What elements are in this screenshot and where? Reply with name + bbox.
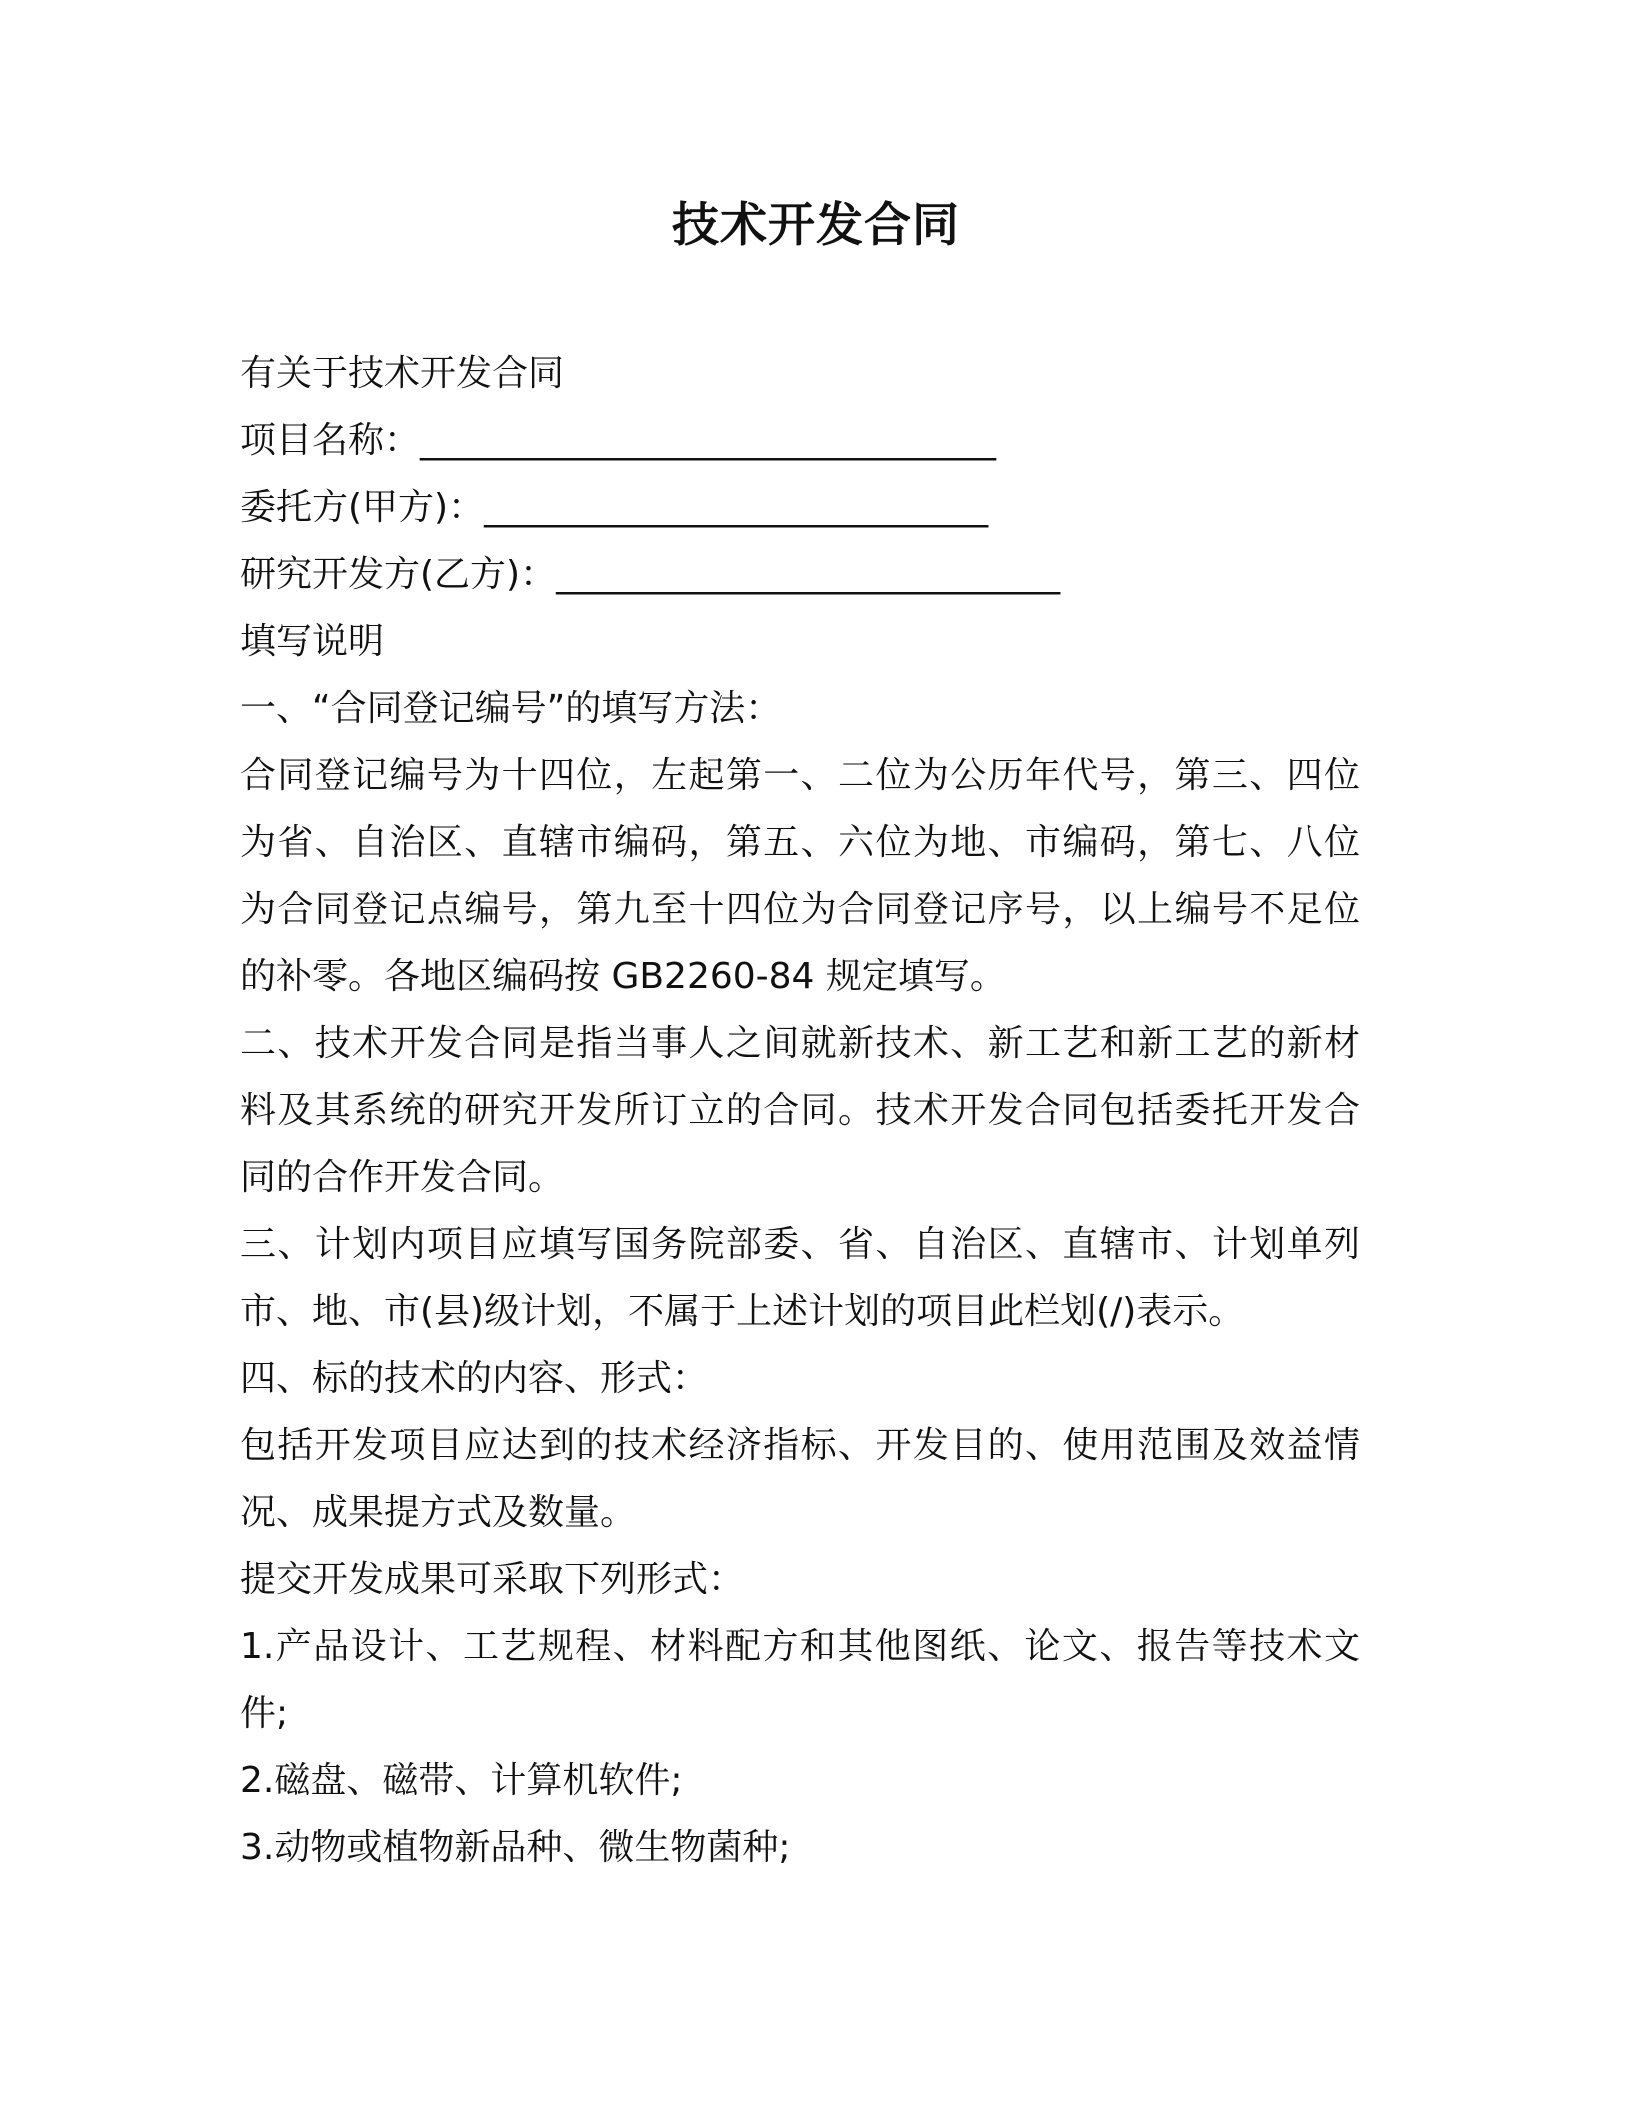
section-4-text: 况、成果提方式及数量。 [240,1492,637,1533]
section-1-text: 为合同登记点编号，第九至十四位为合同登记序号，以上编号不足位 [240,889,1360,930]
section-2-text: 二、技术开发合同是指当事人之间就新技术、新工艺和新工艺的新材 [240,1023,1360,1064]
section-3-text: 市、地、市(县)级计划，不属于上述计划的项目此栏划(/)表示。 [240,1291,1245,1332]
document-body [240,340,1360,1881]
list-item-1: 件; [240,1693,289,1734]
section-1-text: 为省、自治区、直辖市编码，第五、六位为地、市编码，第七、八位 [240,822,1360,863]
section-1-text: 合同登记编号为十四位，左起第一、二位为公历年代号，第三、四位 [240,755,1360,796]
list-item-2: 2.磁盘、磁带、计算机软件; [240,1760,683,1801]
section-2-text: 料及其系统的研究开发所订立的合同。技术开发合同包括委托开发合 [240,1090,1360,1131]
section-1-heading: 一、“合同登记编号”的填写方法： [240,688,782,729]
section-4-text: 包括开发项目应达到的技术经济指标、开发目的、使用范围及效益情 [240,1425,1360,1466]
list-item-3: 3.动物或植物新品种、微生物菌种; [240,1827,791,1868]
section-3-text: 三、计划内项目应填写国务院部委、省、自治区、直辖市、计划单列 [240,1224,1360,1265]
list-item-1: 1.产品设计、工艺规程、材料配方和其他图纸、论文、报告等技术文 [240,1626,1360,1667]
section-2-text: 同的合作开发合同。 [240,1157,565,1198]
project-name-field: 项目名称：________________________________ [240,420,997,461]
document-title: 技术开发合同 [672,198,960,253]
subtitle-line: 有关于技术开发合同 [240,353,565,394]
section-1-text: 的补零。各地区编码按 GB2260-84 规定填写。 [240,956,1006,997]
section-4-heading: 四、标的技术的内容、形式： [240,1358,709,1399]
deliverable-forms-heading: 提交开发成果可采取下列形式： [240,1559,745,1600]
party-a-field: 委托方(甲方)：____________________________ [240,487,989,528]
party-b-field: 研究开发方(乙方)：____________________________ [240,554,1061,595]
instructions-heading: 填写说明 [240,621,385,662]
